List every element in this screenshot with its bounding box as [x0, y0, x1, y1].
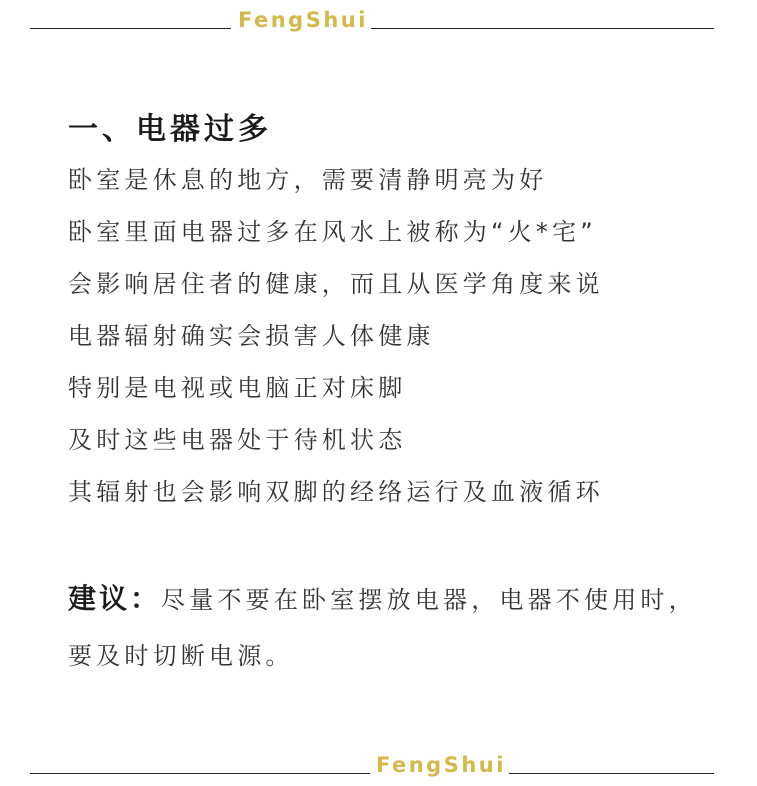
- advice-text: 尽量不要在卧室摆放电器，电器不使用时，要及时切断电源。: [68, 586, 697, 670]
- paragraph-line: 电器辐射确实会损害人体健康: [68, 322, 435, 350]
- paragraph-line: 特别是电视或电脑正对床脚: [68, 374, 407, 402]
- advice-paragraph: [68, 571, 708, 684]
- section-title: 一、电器过多: [68, 112, 272, 147]
- footer-divider: [0, 746, 757, 786]
- paragraph-line: 及时这些电器处于待机状态: [68, 426, 407, 454]
- paragraph-line: 卧室是休息的地方，需要清静明亮为好: [68, 166, 548, 194]
- brand-label-top: FengShui: [238, 8, 368, 32]
- divider-line-left: [30, 28, 231, 29]
- paragraph-lines: [68, 160, 604, 524]
- paragraph-line: 会影响居住者的健康，而且从医学角度来说: [68, 270, 604, 298]
- paragraph-line: 卧室里面电器过多在风水上被称为“火*宅”: [68, 218, 597, 246]
- header-divider: [0, 0, 757, 40]
- divider-line-left: [30, 773, 370, 774]
- paragraph-line: 其辐射也会影响双脚的经络运行及血液循环: [68, 478, 604, 506]
- brand-label-bottom: FengShui: [376, 753, 506, 777]
- divider-line-right: [509, 773, 714, 774]
- advice-label: 建议：: [68, 582, 162, 615]
- divider-line-right: [371, 28, 714, 29]
